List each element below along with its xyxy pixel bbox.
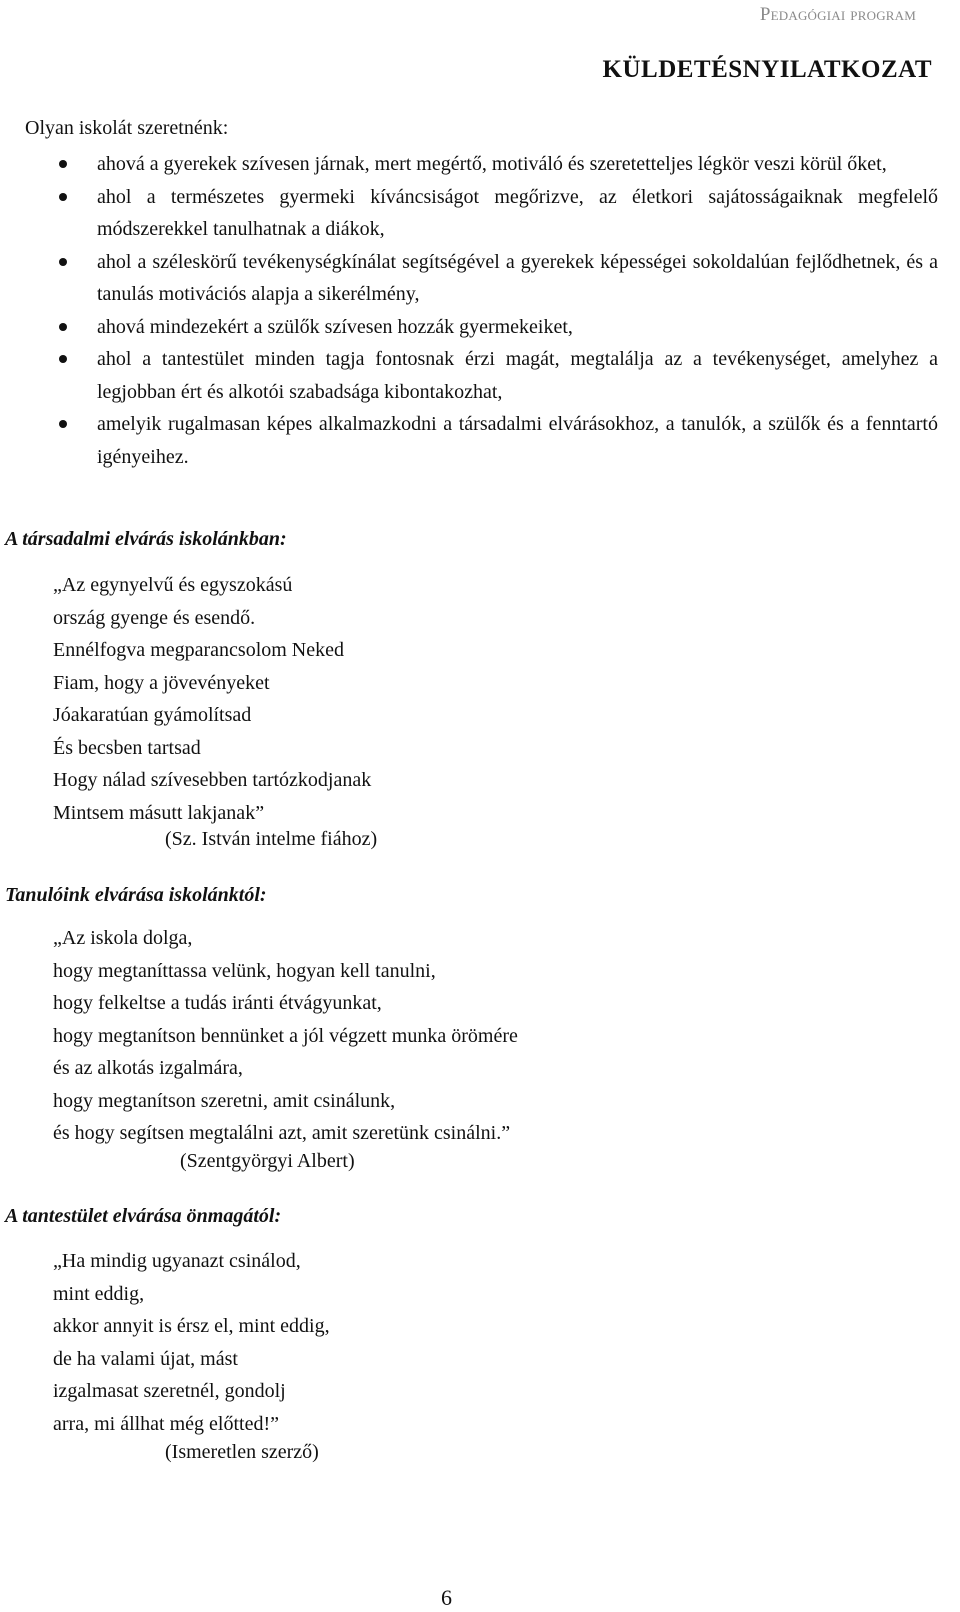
quote-line: akkor annyit is érsz el, mint eddig,: [53, 1315, 330, 1337]
section-heading: A társadalmi elvárás iskolánkban:: [5, 528, 287, 550]
quote-line: hogy megtaníttassa velünk, hogyan kell tanulni,: [53, 959, 436, 982]
goal-item: ahol a széleskörű tevékenységkínálat segítségével a gyerekek képességei sokoldalúan fejlődhetnek, és a tanulás motivációs alapja a sikerélmény,: [0, 246, 958, 311]
quote-line: és az alkotás izgalmára,: [53, 1057, 243, 1079]
goal-item: ahol a tantestület minden tagja fontosnak érzi magát, megtalálja az a tevékenységet, amelyhez a legjobban ért és alkotói szabadsága kibontakozhat,: [0, 343, 958, 408]
quote-block: [53, 569, 371, 829]
quote-block: [53, 922, 518, 1150]
quote-line: „Ha mindig ugyanazt csinálod,: [53, 1250, 301, 1272]
running-header: Pedagógiai program: [759, 4, 916, 25]
section-heading: A tantestület elvárása önmagától:: [5, 1205, 282, 1227]
bullet-icon: [59, 355, 67, 363]
quote-line: mint eddig,: [53, 1282, 145, 1305]
quote-line: Fiam, hogy a jövevényeket: [53, 671, 270, 694]
document-title: KÜLDETÉSNYILATKOZAT: [602, 56, 932, 83]
quote-block: [53, 1245, 330, 1440]
goals-list: [0, 148, 958, 473]
quote-line: hogy megtanítson szeretni, amit csinálunk,: [53, 1089, 396, 1112]
bullet-icon: [59, 160, 67, 168]
quote-line: de ha valami újat, mást: [53, 1347, 238, 1370]
page-number: 6: [441, 1585, 452, 1610]
goal-item: ahol a természetes gyermeki kíváncsiságot megőrizve, az életkori sajátosságaiknak megfelelő módszerekkel tanulhatnak a diákok,: [0, 181, 958, 246]
quote-line: „Az egynyelvű és egyszokású: [53, 574, 293, 596]
quote-author: (Ismeretlen szerző): [165, 1441, 319, 1463]
quote-author: (Szentgyörgyi Albert): [180, 1150, 355, 1172]
quote-author: (Sz. István intelme fiához): [165, 828, 378, 850]
goal-item: amelyik rugalmasan képes alkalmazkodni a társadalmi elvárásokhoz, a tanulók, a szülők és a fenntartó igényeihez.: [0, 408, 958, 473]
bullet-icon: [59, 323, 67, 331]
intro-text: Olyan iskolát szeretnénk:: [25, 117, 229, 139]
quote-line: hogy megtanítson bennünket a jól végzett munka örömére: [53, 1024, 518, 1047]
bullet-icon: [59, 193, 67, 201]
quote-line: ország gyenge és esendő.: [53, 606, 256, 629]
quote-line: hogy felkeltse a tudás iránti étvágyunkat,: [53, 992, 382, 1014]
quote-line: És becsben tartsad: [53, 736, 201, 759]
quote-line: arra, mi állhat még előtted!”: [53, 1412, 280, 1435]
quote-line: Ennélfogva megparancsolom Neked: [53, 639, 345, 661]
quote-line: izgalmasat szeretnél, gondolj: [53, 1380, 286, 1402]
quote-line: „Az iskola dolga,: [53, 927, 193, 949]
bullet-icon: [59, 258, 67, 266]
goal-item: ahová mindezekért a szülők szívesen hozzák gyermekeiket,: [0, 311, 958, 344]
goal-item: ahová a gyerekek szívesen járnak, mert megértő, motiváló és szeretetteljes légkör veszi körül őket,: [0, 148, 958, 181]
quote-line: és hogy segítsen megtalálni azt, amit szeretünk csinálni.”: [53, 1122, 511, 1144]
quote-line: Hogy nálad szívesebben tartózkodjanak: [53, 769, 372, 791]
quote-line: Mintsem másutt lakjanak”: [53, 801, 265, 824]
section-heading: Tanulóink elvárása iskolánktól:: [5, 884, 267, 906]
bullet-icon: [59, 420, 67, 428]
quote-line: Jóakaratúan gyámolítsad: [53, 704, 252, 726]
